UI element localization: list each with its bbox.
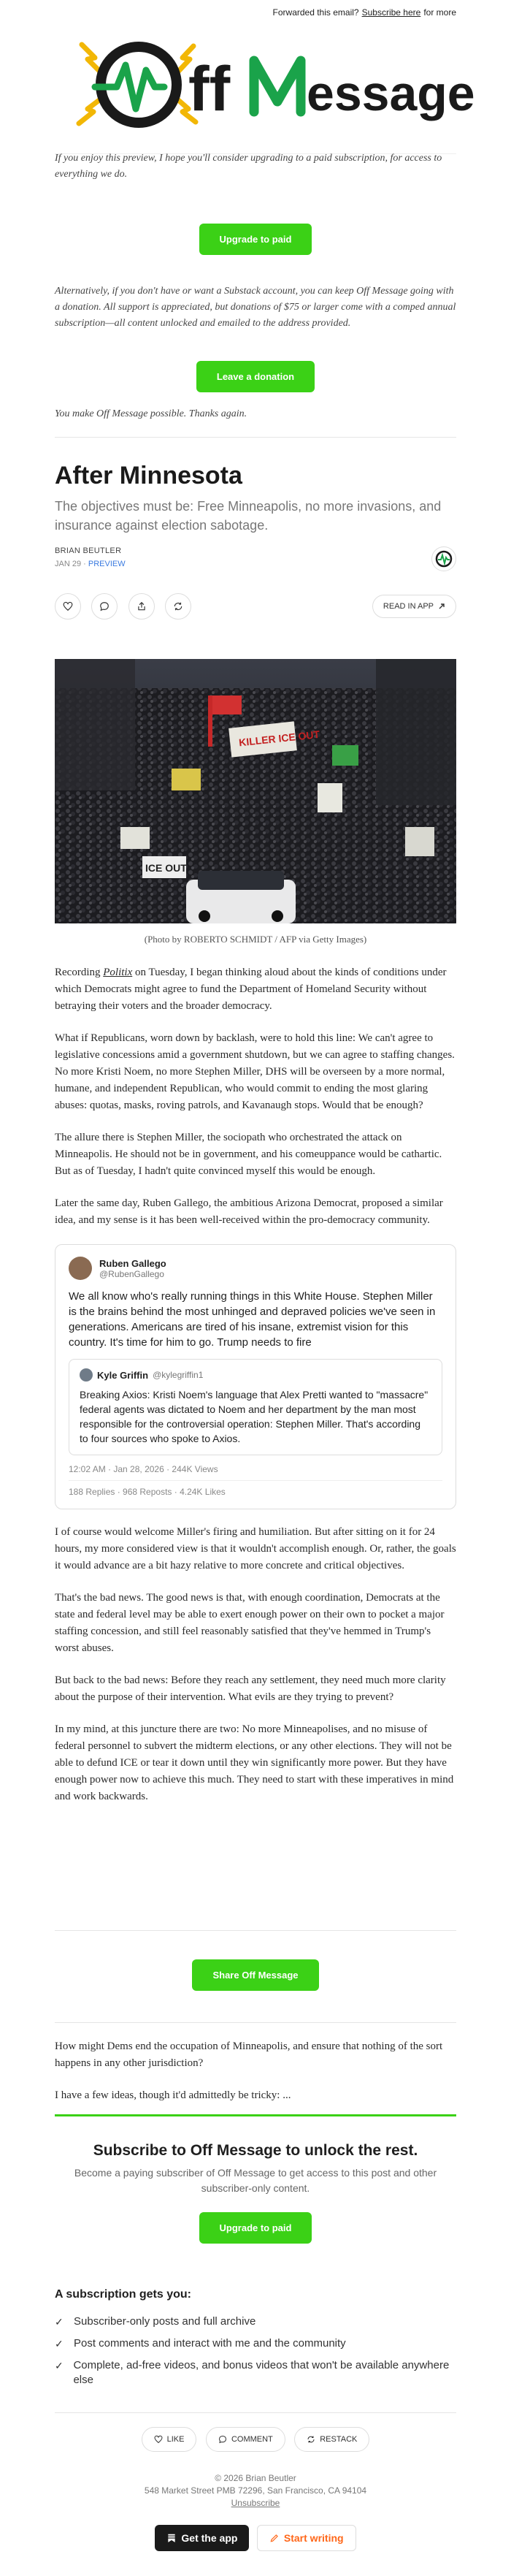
footer-like-button[interactable]	[142, 2427, 197, 2452]
forward-suffix: for more	[423, 7, 456, 18]
benefit-item	[55, 2336, 456, 2351]
off-message-logo[interactable]	[55, 26, 475, 143]
check-icon: ✓	[55, 2316, 64, 2328]
body-paragraph-1	[55, 964, 456, 1015]
divider	[55, 2022, 456, 2023]
post-title: After Minnesota	[55, 462, 242, 489]
body-paragraph-10: I have a few ideas, though it'd admittedly be tricky: ...	[55, 2089, 291, 2101]
logo-text-essage: essage	[307, 66, 475, 121]
share-off-message-button[interactable]: Share Off Message	[192, 1959, 318, 1991]
paragraph-text: Recording	[55, 967, 104, 978]
benefit-text: Post comments and interact with me and the community	[74, 2337, 346, 2350]
copyright-text: © 2026 Brian Beutler	[215, 2473, 296, 2483]
divider	[55, 2412, 456, 2413]
like-button[interactable]	[55, 593, 81, 620]
share-button[interactable]	[128, 593, 155, 620]
comment-icon	[218, 2435, 227, 2444]
tweet-header	[69, 1257, 442, 1280]
politix-link[interactable]: Politix	[103, 967, 133, 978]
avatar-logo-icon	[434, 549, 453, 568]
post-author[interactable]: BRIAN BEUTLER	[55, 546, 122, 555]
body-paragraph-4: Later the same day, Ruben Gallego, the ambitious Arizona Democrat, proposed a similar idea, and my sense is it has been well-received within the pro-democracy community.	[55, 1197, 443, 1226]
read-in-app-button[interactable]	[372, 595, 456, 618]
benefit-item	[55, 2358, 456, 2388]
get-the-app-label: Get the app	[181, 2532, 238, 2544]
upgrade-to-paid-button[interactable]: Upgrade to paid	[199, 224, 312, 255]
email-container	[55, 0, 475, 2576]
divider	[55, 1930, 456, 1931]
footer-actions	[55, 2427, 456, 2452]
protest-sign-text: ICE OUT	[145, 862, 187, 874]
tweet-avatar	[69, 1257, 92, 1280]
post-body-continued	[55, 2038, 456, 2119]
paywall-divider	[55, 2114, 456, 2116]
publication-avatar[interactable]	[431, 546, 456, 571]
subscribe-here-link[interactable]: Subscribe here	[361, 7, 421, 18]
quoted-tweet-text: Breaking Axios: Kristi Noem's language that Alex Pretti wanted to "massacre" federal agents was dictated to Noem and her department by the man most responsible for the controversial operation: Stephen Miller. That's according to four sources who spoke to Axios.	[80, 1389, 429, 1444]
body-paragraph-7: But back to the bad news: Before they reach any settlement, they need much more clarity about the purpose of their intervention. What evils are they trying to prevent?	[55, 1674, 446, 1703]
preview-label: PREVIEW	[88, 560, 126, 568]
forward-bar	[55, 0, 456, 25]
get-the-app-button[interactable]	[155, 2525, 249, 2551]
quoted-tweet[interactable]	[69, 1359, 442, 1455]
tweet-text: We all know who's really running things in this White House. Stephen Miller is the brains behind the most unhinged and depraved policies we've seen in generations. Americans are tired of his insane, extremist vision for this country. It's time for him to go. Trump needs to fire	[69, 1290, 436, 1349]
post-subtitle: The objectives must be: Free Minneapolis, no more invasions, and insurance against election sabotage.	[55, 499, 442, 533]
benefit-text: Subscriber-only posts and full archive	[74, 2315, 256, 2328]
date-separator: ·	[83, 560, 86, 568]
photo-caption: (Photo by ROBERTO SCHMIDT / AFP via Getty Images)	[144, 934, 367, 945]
thanks-text: You make Off Message possible. Thanks again.	[55, 408, 247, 419]
post-action-bar	[55, 593, 456, 620]
subscription-benefits	[55, 2288, 456, 2395]
footer-comment-button[interactable]	[206, 2427, 285, 2452]
footer-info	[55, 2472, 456, 2510]
protest-sign-text: KILLER ICE OUT	[238, 728, 320, 749]
unsubscribe-link[interactable]: Unsubscribe	[231, 2498, 280, 2508]
subscribe-box	[55, 2142, 456, 2244]
footer-restack-button[interactable]	[294, 2427, 369, 2452]
quoted-tweet-handle: @kylegriffin1	[153, 1370, 204, 1380]
restack-icon	[173, 601, 183, 611]
subscribe-upgrade-button[interactable]: Upgrade to paid	[199, 2212, 312, 2244]
check-icon: ✓	[55, 2338, 64, 2350]
restack-label: RESTACK	[320, 2435, 358, 2444]
logo-text-ff: ff	[188, 54, 231, 124]
upgrade-appeal: If you enjoy this preview, I hope you'll consider upgrading to a paid subscription, for access to everything we do.	[55, 153, 442, 180]
start-writing-button[interactable]	[257, 2525, 356, 2551]
forward-prefix: Forwarded this email?	[272, 7, 359, 18]
paragraph-text: on Tuesday, I began thinking aloud about the kinds of conditions under which Democrats might agree to fund the Department of Homeland Security without betraying their voters and the broader democracy.	[55, 967, 447, 1012]
body-paragraph-3: The allure there is Stephen Miller, the sociopath who orchestrated the attack on Minneapolis. He should not be in government, and his comeuppance would be cathartic. But as of Tuesday, I hadn't quite convinced myself this would be enough.	[55, 1132, 442, 1177]
check-icon: ✓	[55, 2360, 64, 2371]
quoted-tweet-author: Kyle Griffin	[97, 1369, 149, 1381]
benefits-heading: A subscription gets you:	[55, 2288, 191, 2301]
mailing-address: 548 Market Street PMB 72296, San Francisco, CA 94104	[144, 2485, 367, 2496]
protest-crowd-image	[55, 659, 456, 923]
leave-donation-button[interactable]: Leave a donation	[196, 361, 315, 392]
logo-graphic	[66, 30, 475, 140]
quoted-tweet-header	[80, 1368, 431, 1382]
body-paragraph-6: That's the bad news. The good news is that, with enough coordination, Democrats at the state and federal level may be able to exert enough power on their own to pocket a major staffing concession, and still feel reasonably satisfied that they've hemmed in Trump's worst abuses.	[55, 1592, 445, 1654]
heart-icon	[154, 2435, 163, 2444]
share-icon	[137, 601, 147, 611]
body-paragraph-5: I of course would welcome Miller's firing and humiliation. But after sitting on it for 24 hours, my more considered view is that it wouldn't accomplish enough. Or, rather, the goals it would advance are a bit hazy relative to more concrete and critical objectives.	[55, 1526, 456, 1571]
post-body	[55, 964, 456, 1821]
comment-label: COMMENT	[231, 2435, 273, 2444]
benefit-text: Complete, ad-free videos, and bonus videos that won't be available anywhere else	[73, 2359, 450, 2386]
restack-icon	[307, 2435, 315, 2444]
tweet-author-name: Ruben Gallego	[99, 1257, 166, 1269]
like-label: LIKE	[166, 2435, 185, 2444]
heart-icon	[63, 601, 73, 611]
date-text: JAN 29	[55, 560, 82, 568]
tweet-author-handle: @RubenGallego	[99, 1268, 164, 1279]
body-paragraph-8: In my mind, at this juncture there are two: No more Minneapolises, and no misuse of federal personnel to subvert the midterm elections, or any other elections. They will not be able to defund ICE or tear it down until they win significantly more power. But they have enough power now to achieve this much. They need to start with these imperatives in mind and work backwards.	[55, 1723, 454, 1802]
subscribe-heading: Subscribe to Off Message to unlock the rest.	[93, 2142, 418, 2159]
donation-appeal: Alternatively, if you don't have or want a Substack account, you can keep Off Message going with a donation. All support is appreciated, but donations of $75 or larger come with a comped annual subscription—all content unlocked and emailed to the address provided.	[55, 286, 456, 329]
quoted-tweet-avatar	[80, 1368, 93, 1382]
tweet-stats: 188 Replies · 968 Reposts · 4.24K Likes	[69, 1480, 442, 1497]
start-writing-label: Start writing	[283, 2532, 344, 2544]
divider	[55, 437, 456, 438]
body-paragraph-2: What if Republicans, worn down by backlash, were to hold this line: We can't agree to legislative concessions amid a government shutdown, but we can agree to staffing changes. No more Kristi Noem, no more Stephen Miller, DHS will be overseen by a more normal, humane, and independent Republican, who would commit to ending the most glaring abuses: quotas, masks, roving patrols, and Kavanaugh stops. Would that be enough?	[55, 1032, 455, 1111]
comment-button[interactable]	[91, 593, 118, 620]
post-date	[55, 560, 456, 568]
embedded-tweet[interactable]	[55, 1244, 456, 1509]
read-in-app-label: READ IN APP	[383, 602, 434, 611]
hero-photo[interactable]	[55, 659, 456, 923]
external-arrow-icon	[438, 603, 445, 610]
subscribe-description: Become a paying subscriber of Off Message to get access to this post and other subscriber-only content.	[74, 2167, 437, 2194]
tweet-meta: 12:02 AM · Jan 28, 2026 · 244K Views	[69, 1464, 218, 1474]
benefit-item	[55, 2314, 456, 2329]
body-paragraph-9: How might Dems end the occupation of Minneapolis, and ensure that nothing of the sort happens in any other jurisdiction?	[55, 2040, 443, 2069]
substack-icon	[166, 2533, 177, 2543]
comment-icon	[99, 601, 110, 611]
footer-app-buttons	[55, 2525, 456, 2551]
restack-button[interactable]	[165, 593, 191, 620]
pencil-icon	[269, 2533, 280, 2543]
